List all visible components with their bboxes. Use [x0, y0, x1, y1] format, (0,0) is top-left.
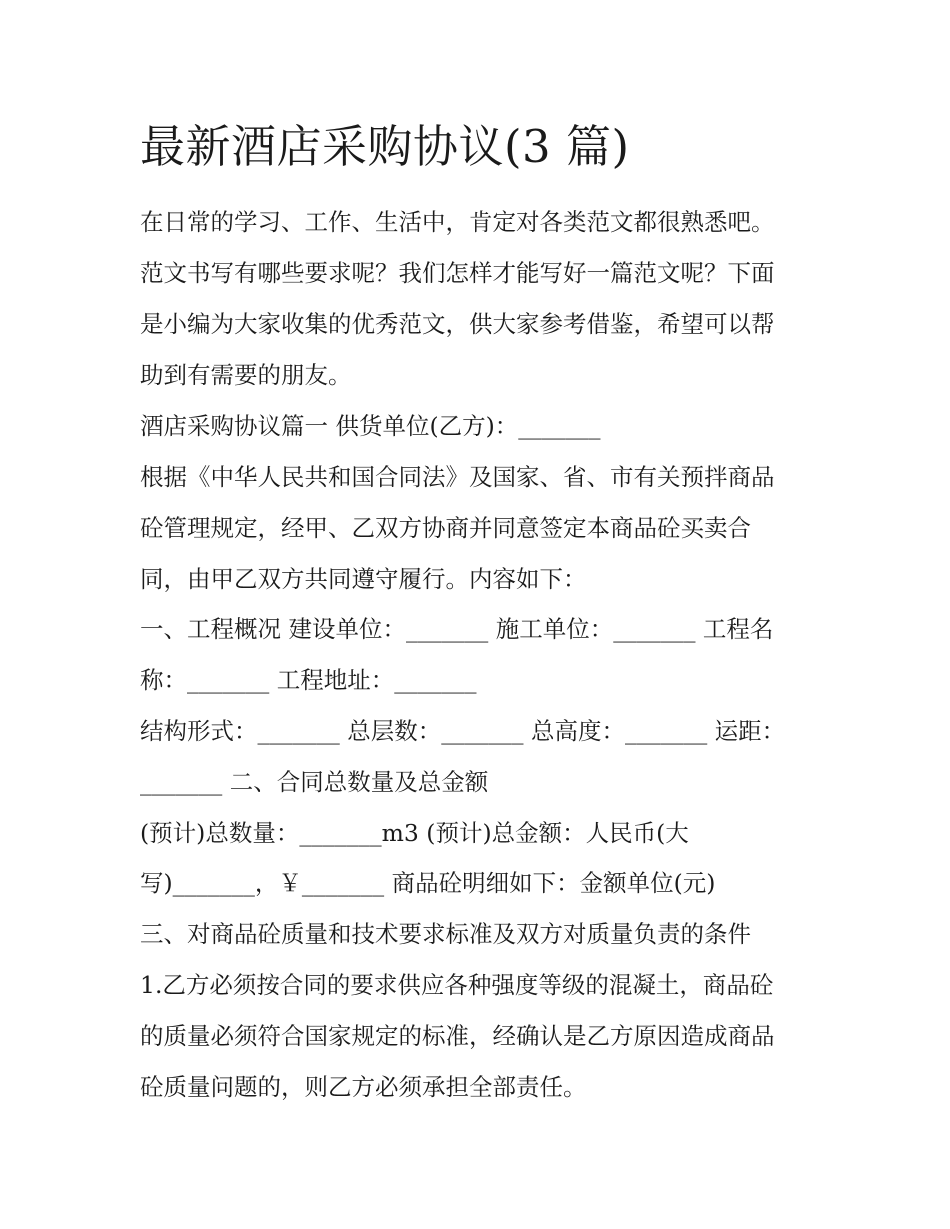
intro-line-1: 在日常的学习、工作、生活中，肯定对各类范文都很熟悉吧。 — [140, 208, 775, 236]
quality-line-2: 的质量必须符合国家规定的标准，经确认是乙方原因造成商品 — [140, 1022, 775, 1050]
body-line-2: 砼管理规定，经甲、乙双方协商并同意签定本商品砼买卖合 — [140, 514, 751, 542]
estimate-line-1: (预计)总数量：_______m3 (预计)总金额：人民币(大 — [140, 819, 689, 847]
project-overview-line-2: 称：_______ 工程地址：_______ — [140, 666, 477, 694]
quality-heading: 三、对商品砼质量和技术要求标准及双方对质量负责的条件 — [140, 920, 751, 948]
section-heading-supplier: 酒店采购协议篇一 供货单位(乙方)：_______ — [140, 412, 601, 440]
quality-line-1: 1.乙方必须按合同的要求供应各种强度等级的混凝土，商品砼 — [140, 971, 774, 999]
project-overview-line-1: 一、工程概况 建设单位：_______ 施工单位：_______ 工程名 — [140, 615, 774, 643]
intro-line-3: 是小编为大家收集的优秀范文，供大家参考借鉴，希望可以帮 — [140, 310, 775, 338]
estimate-line-2: 写)_______，￥_______ 商品砼明细如下：金额单位(元) — [140, 869, 716, 897]
document-title: 最新酒店采购协议(3 篇) — [140, 120, 630, 173]
structure-line: 结构形式：_______ 总层数：_______ 总高度：_______ 运距： — [140, 717, 786, 745]
intro-line-2: 范文书写有哪些要求呢？我们怎样才能写好一篇范文呢？下面 — [140, 259, 775, 287]
contract-total-heading: _______ 二、合同总数量及总金额 — [140, 768, 489, 796]
quality-line-3: 砼质量问题的，则乙方必须承担全部责任。 — [140, 1073, 587, 1101]
body-line-3: 同，由甲乙双方共同遵守履行。内容如下： — [140, 565, 587, 593]
intro-line-4: 助到有需要的朋友。 — [140, 361, 352, 389]
body-line-1: 根据《中华人民共和国合同法》及国家、省、市有关预拌商品 — [140, 463, 775, 491]
